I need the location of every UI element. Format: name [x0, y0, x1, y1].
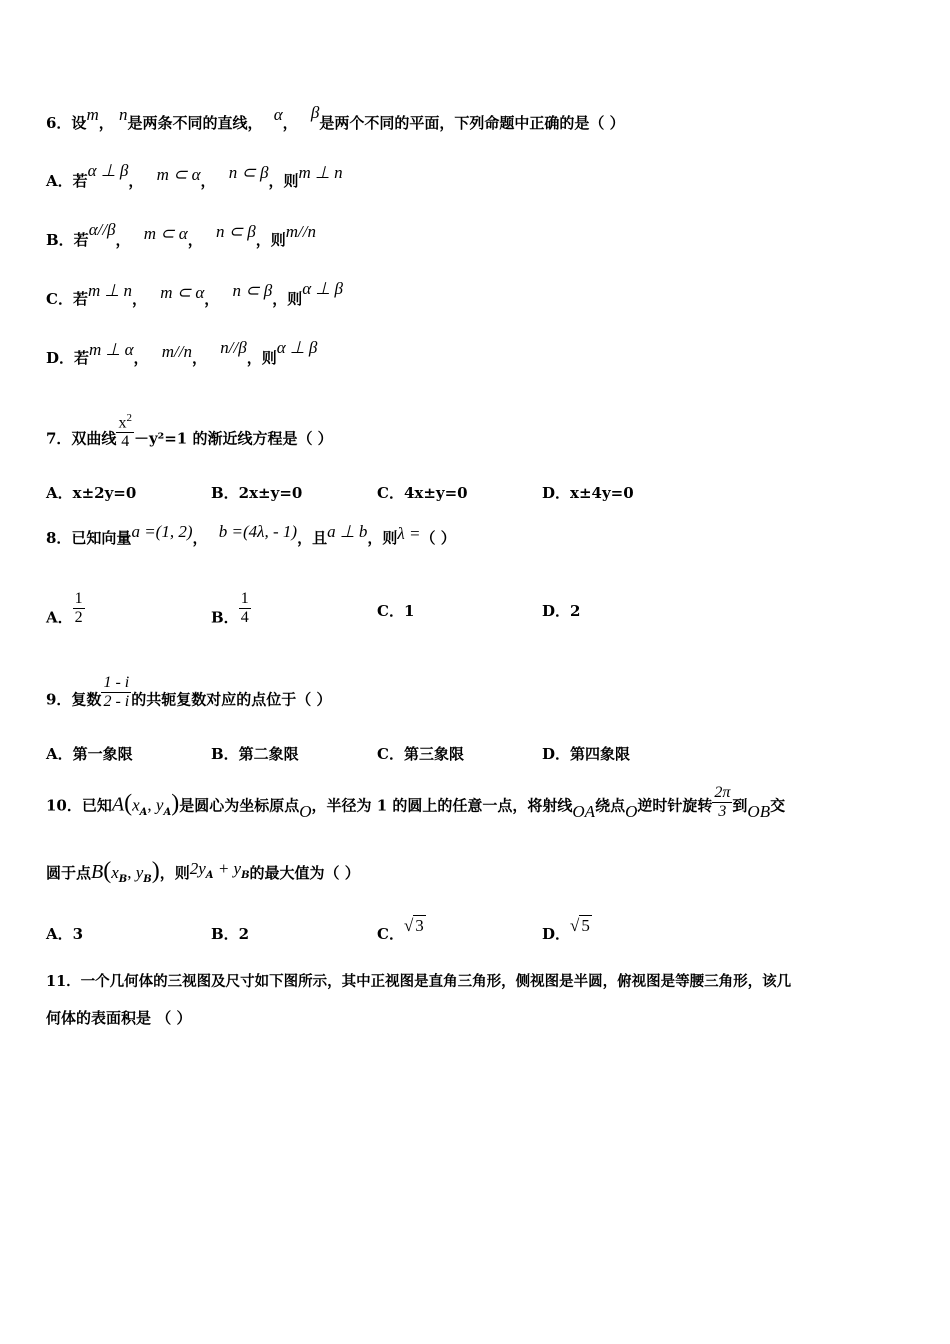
- sub-a: A: [139, 806, 148, 818]
- comma: ，: [192, 349, 208, 367]
- q8-option-c: C．1: [377, 602, 415, 620]
- q9-option-a: A．第一象限: [46, 745, 133, 763]
- sub-b: B: [143, 874, 152, 885]
- q6-option-d: [46, 338, 318, 368]
- q7-option-a: A．x±2y=0: [46, 484, 137, 502]
- option-label: D．若: [46, 349, 90, 367]
- q8-stem: [46, 522, 456, 548]
- expr-plus-yb: + y: [213, 859, 242, 878]
- q10-line2-b: ，则: [159, 864, 190, 882]
- sep2: ，: [282, 114, 298, 132]
- origin-o: O: [299, 801, 312, 821]
- option-label: A．: [46, 608, 73, 627]
- cond3: n ⊂ β: [232, 281, 273, 300]
- q6-option-a: [46, 161, 343, 191]
- then: ，则: [246, 349, 277, 367]
- q6-option-b: [46, 220, 316, 250]
- q10-option-a: A．3: [46, 925, 84, 943]
- vector-b: b =(4λ, - 1): [218, 522, 298, 541]
- q9-option-c: C．第三象限: [377, 745, 464, 763]
- sep: ，: [192, 529, 208, 547]
- frac-exp: 2: [126, 412, 132, 424]
- frac-num: 1: [240, 590, 249, 607]
- ray-oa: OA: [572, 801, 596, 821]
- frac-den: 3: [712, 802, 732, 821]
- sub-b: B: [118, 874, 128, 885]
- q10-text-g: 交: [770, 796, 786, 815]
- angle-fraction: [712, 784, 732, 821]
- radicand: 5: [581, 916, 590, 935]
- q10-option-b: B．2: [211, 925, 250, 943]
- perp-cond: a ⊥ b: [327, 522, 368, 541]
- xa: x: [132, 795, 140, 815]
- q8-option-b: [211, 590, 251, 637]
- q8-text-b: ，且: [297, 529, 328, 547]
- frac-den: 2 - i: [103, 693, 130, 710]
- q7-option-d: D．x±4y=0: [542, 484, 634, 502]
- var-beta: β: [310, 103, 320, 122]
- cond3: n//β: [220, 338, 247, 357]
- fraction: [73, 590, 85, 627]
- q10-line2-c: 的最大值为（ ）: [249, 864, 360, 882]
- q7-stem: [46, 412, 333, 459]
- fraction: [239, 590, 251, 627]
- q8-paren: （ ）: [420, 529, 456, 547]
- q10-number: 10．已知: [46, 796, 112, 815]
- cond1: α ⊥ β: [87, 161, 129, 180]
- result: α ⊥ β: [276, 338, 318, 357]
- vector-a: a =(1, 2): [131, 522, 193, 541]
- lambda: λ =: [397, 524, 421, 543]
- q10-option-d: [542, 916, 592, 944]
- cond2: m ⊂ α: [156, 165, 201, 184]
- origin-o: O: [625, 801, 638, 821]
- expr-2ya: 2y: [189, 859, 206, 878]
- frac-den: 2: [74, 609, 83, 626]
- result: m//n: [285, 222, 316, 241]
- q10-text-e: 逆时针旋转: [637, 796, 713, 815]
- q10-text-c: ，半径为 1 的圆上的任意一点，将射线: [311, 796, 573, 815]
- frac-den: 4: [240, 609, 249, 626]
- frac-num: x: [118, 414, 127, 432]
- cond1: m ⊥ α: [89, 340, 134, 359]
- var-m: m: [86, 105, 99, 124]
- frac-num: 1: [74, 590, 83, 607]
- comma: ，: [204, 290, 220, 308]
- q6-number: 6．设: [46, 114, 87, 132]
- option-label: A．若: [46, 172, 88, 190]
- q11-line1: 11．一个几何体的三视图及尺寸如下图所示，其中正视图是直角三角形，侧视图是半圆，俯视图是等腰三角形，该几: [46, 973, 792, 990]
- q6-text-c: 是两个不同的平面，下列命题中正确的是（ ）: [319, 114, 625, 132]
- q10-stem-line1: 10．已知$A(x_A$, $y_A$)是圆心为坐标原点O，半径为 1 的圆上的任意一点，将射线OA绕点O逆时针旋转 $\frac{2\pi}{3}$ 到OB交: [46, 784, 786, 821]
- q6-text-b: 是两条不同的直线，: [127, 114, 263, 132]
- sub-a: A: [163, 806, 172, 818]
- then: ，则: [268, 172, 299, 190]
- ray-ob: OB: [747, 801, 771, 821]
- q9-fraction: [101, 674, 131, 711]
- comma: ，: [200, 172, 216, 190]
- q7-text-b: －y²=1 的渐近线方程是（ ）: [133, 429, 333, 448]
- q10-stem-line2: 圆于点$B(x_B$, $y_B$)，则2yA + yB的最大值为（ ）: [46, 858, 360, 885]
- q9-option-b: B．第二象限: [211, 745, 299, 763]
- q9-text-b: 的共轭复数对应的点位于（ ）: [131, 690, 332, 709]
- comma: ，: [132, 290, 148, 308]
- frac-den: 4: [116, 432, 134, 451]
- option-label: C．: [377, 925, 404, 943]
- option-label: B．若: [46, 231, 89, 249]
- yb: y: [135, 863, 144, 882]
- q7-number: 7．双曲线: [46, 429, 117, 448]
- q7-option-c: C．4x±y=0: [377, 484, 468, 502]
- xb: x: [111, 863, 119, 882]
- cond2: m ⊂ α: [143, 224, 188, 243]
- cond2: m ⊂ α: [160, 283, 205, 302]
- sep: ，: [98, 114, 114, 132]
- cond3: n ⊂ β: [215, 222, 256, 241]
- q9-number: 9．复数: [46, 690, 102, 709]
- q7-fraction: [116, 412, 134, 451]
- comma: ，: [187, 231, 203, 249]
- q10-option-c: [377, 916, 426, 944]
- option-label: D．: [542, 925, 571, 943]
- var-alpha: α: [273, 105, 283, 124]
- q6-stem: [46, 103, 625, 133]
- frac-num: 2π: [714, 784, 731, 801]
- q6-option-c: [46, 279, 343, 309]
- then: ，则: [272, 290, 303, 308]
- cond3: n ⊂ β: [228, 163, 269, 182]
- cond2: m//n: [161, 342, 193, 361]
- point-a: A: [111, 793, 125, 816]
- comma: ，: [128, 172, 144, 190]
- sub-b: B: [241, 870, 250, 881]
- comma: ，: [133, 349, 149, 367]
- result: m ⊥ n: [298, 163, 343, 182]
- q8-option-a: [46, 590, 85, 637]
- cond1: m ⊥ n: [87, 281, 133, 300]
- q10-text-d: 绕点: [595, 796, 626, 815]
- option-label: B．: [211, 608, 239, 627]
- q9-stem: [46, 674, 332, 719]
- ya: y: [155, 795, 164, 815]
- q9-option-d: D．第四象限: [542, 745, 631, 763]
- q8-text-c: ，则: [367, 529, 398, 547]
- q8-option-d: D．2: [542, 602, 581, 620]
- q10-line2-a: 圆于点: [46, 864, 92, 882]
- var-n: n: [118, 105, 128, 124]
- q10-text-f: 到: [732, 796, 748, 815]
- cond1: α//β: [88, 220, 116, 239]
- q11-line2: 何体的表面积是 （ ）: [46, 1009, 192, 1027]
- point-b: B: [91, 861, 104, 883]
- q10-text-b: 是圆心为坐标原点: [179, 796, 300, 815]
- option-label: C．若: [46, 290, 88, 308]
- result: α ⊥ β: [302, 279, 343, 298]
- sqrt-5: √ 5: [570, 916, 590, 935]
- then: ，则: [255, 231, 286, 249]
- sqrt-3: √ 3: [403, 916, 424, 935]
- frac-num: 1 - i: [103, 674, 130, 691]
- q8-number: 8．已知向量: [46, 529, 132, 547]
- comma: ，: [115, 231, 131, 249]
- q7-option-b: B．2x±y=0: [211, 484, 303, 502]
- radicand: 3: [415, 916, 424, 935]
- sub-a: A: [205, 870, 214, 881]
